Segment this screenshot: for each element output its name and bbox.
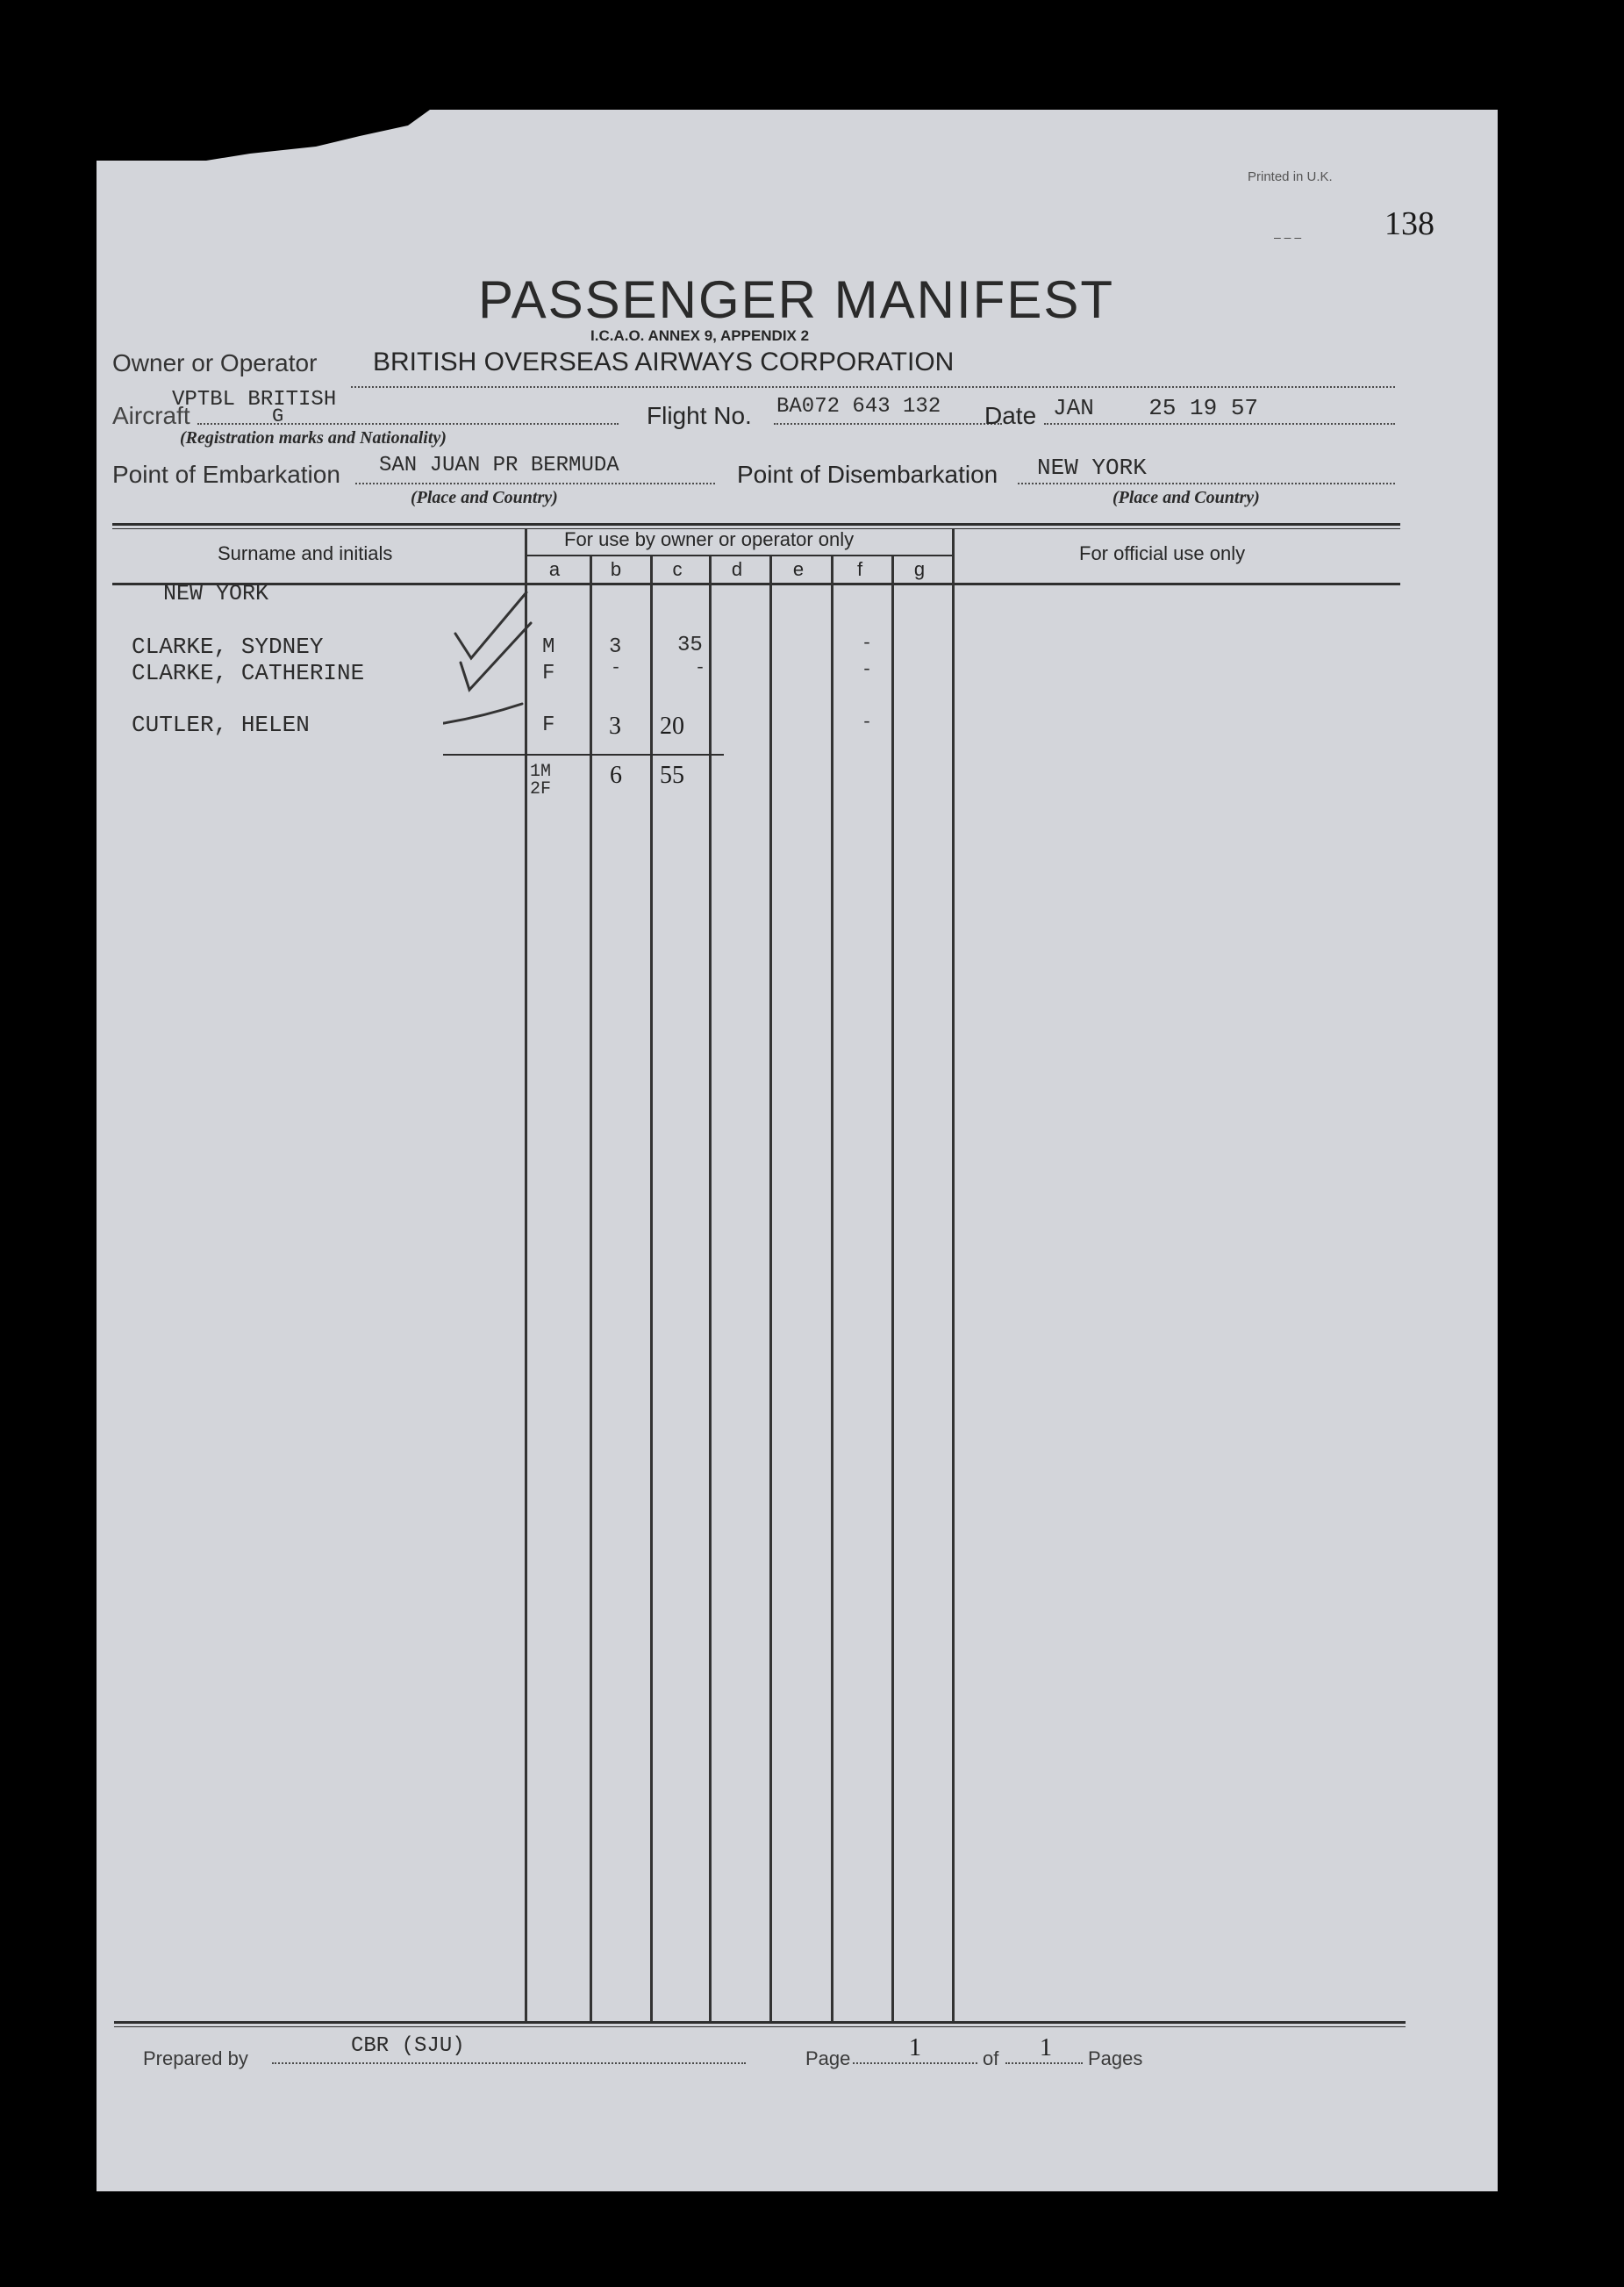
- disembarkation-label: Point of Disembarkation: [737, 461, 998, 488]
- page-value: 1: [909, 2034, 921, 2061]
- of-dotline: [1005, 2062, 1083, 2064]
- aircraft-value-line2: G: [272, 405, 284, 427]
- embarkation-value: SAN JUAN PR BERMUDA: [379, 454, 619, 477]
- col-header-f: f: [856, 558, 863, 580]
- aircraft-value: VPTBL BRITISH: [172, 388, 337, 412]
- table-cell-c: 35: [677, 634, 703, 657]
- table-row-name: CLARKE, CATHERINE: [132, 660, 365, 686]
- header-bottom-rule: [112, 583, 1400, 585]
- col-header-b: b: [610, 558, 622, 580]
- table-cell-f: -: [862, 713, 873, 733]
- col-divider-bc: [650, 556, 653, 2024]
- aircraft-label: Aircraft: [112, 402, 190, 429]
- footer-top-rule-thin: [114, 2026, 1406, 2027]
- table-cell-c: 20: [660, 713, 684, 740]
- table-cell-a: M: [542, 635, 555, 659]
- totals-b: 6: [610, 762, 622, 789]
- date-label: Date: [984, 402, 1037, 429]
- table-cell-b: 3: [609, 635, 622, 659]
- pages-label: Pages: [1088, 2047, 1143, 2069]
- of-label: of: [983, 2047, 999, 2069]
- table-cell-a: F: [542, 662, 555, 685]
- col-divider-ab: [590, 556, 592, 2024]
- table-cell-a: F: [542, 713, 555, 737]
- date-value: JAN 25 19 57: [1053, 395, 1259, 421]
- totals-c: 55: [660, 762, 684, 789]
- page-number: 138: [1384, 205, 1434, 242]
- col-divider-ef: [831, 556, 833, 2024]
- owner-value: BRITISH OVERSEAS AIRWAYS CORPORATION: [373, 348, 955, 376]
- owner-label: Owner or Operator: [112, 349, 318, 376]
- col-header-d: d: [731, 558, 743, 580]
- col-divider-de: [769, 556, 772, 2024]
- page-dotline: [853, 2062, 977, 2064]
- page-label: Page: [805, 2047, 851, 2069]
- table-cell-f: -: [862, 660, 873, 680]
- form-title: PASSENGER MANIFEST: [478, 270, 1115, 329]
- col-header-e: e: [792, 558, 805, 580]
- col-header-a: a: [548, 558, 561, 580]
- aircraft-note: (Registration marks and Nationality): [180, 428, 447, 448]
- date-dotline: [1044, 423, 1395, 425]
- owner-dotline: [351, 386, 1395, 388]
- table-top-rule: [112, 523, 1400, 526]
- col-header-g: g: [913, 558, 926, 580]
- table-cell-b: -: [611, 658, 622, 678]
- totals-a-line1: 1M: [530, 762, 552, 782]
- col-divider-fg: [891, 556, 894, 2024]
- of-value: 1: [1040, 2034, 1052, 2061]
- embarkation-note: (Place and Country): [411, 488, 558, 507]
- table-cell-f: -: [862, 634, 873, 654]
- embarkation-dotline: [355, 483, 715, 484]
- prepared-by-value: CBR (SJU): [351, 2034, 465, 2058]
- manifest-page: [97, 110, 1498, 2191]
- disembarkation-note: (Place and Country): [1112, 488, 1260, 507]
- flight-value: BA072 643 132: [776, 395, 941, 419]
- section-label: NEW YORK: [163, 581, 269, 606]
- disembarkation-value: NEW YORK: [1037, 455, 1147, 481]
- col-divider-official: [952, 529, 955, 2024]
- table-cell-c: -: [695, 658, 706, 678]
- prepared-by-dotline: [272, 2062, 746, 2064]
- table-row-name: CLARKE, SYDNEY: [132, 634, 324, 660]
- col-header-c: c: [672, 558, 683, 580]
- prepared-by-label: Prepared by: [143, 2047, 248, 2069]
- footer-top-rule: [114, 2021, 1406, 2024]
- flight-label: Flight No.: [647, 402, 752, 429]
- handwritten-check-marks: [443, 579, 566, 755]
- totals-a-line2: 2F: [530, 779, 552, 799]
- form-subtitle: I.C.A.O. ANNEX 9, APPENDIX 2: [590, 327, 810, 344]
- table-cell-b: 3: [609, 713, 621, 740]
- flight-dotline: [774, 423, 1002, 425]
- aircraft-dotline: [197, 423, 619, 425]
- table-row-name: CUTLER, HELEN: [132, 712, 310, 738]
- official-use-header: For official use only: [1079, 542, 1246, 564]
- surname-column-header: Surname and initials: [218, 542, 393, 564]
- page-dash-mark: – – –: [1274, 230, 1302, 244]
- col-divider-cd: [709, 556, 712, 2024]
- embarkation-label: Point of Embarkation: [112, 461, 340, 488]
- printer-mark: Printed in U.K.: [1248, 169, 1333, 184]
- disembarkation-dotline: [1018, 483, 1395, 484]
- owner-use-header: For use by owner or operator only: [564, 528, 855, 550]
